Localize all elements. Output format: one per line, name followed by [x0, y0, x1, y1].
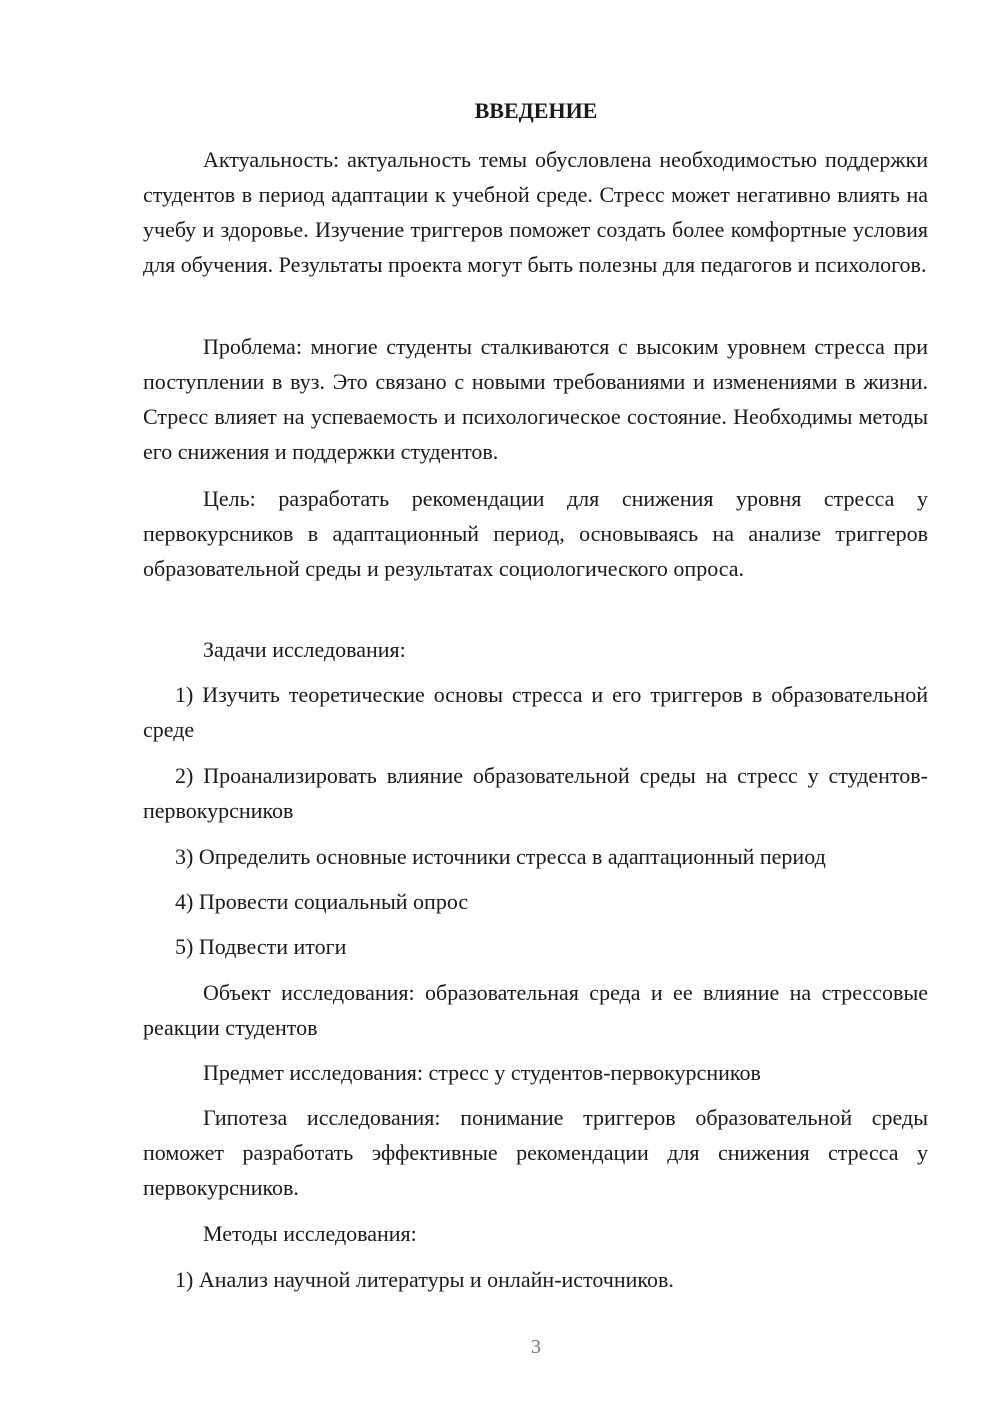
task-item-3: [143, 839, 928, 874]
paragraph-problem: [143, 329, 928, 469]
task-item-5: [143, 929, 928, 964]
paragraph-actuality: [143, 142, 928, 282]
list-item: 3) Определить основные источники стресса в адаптационный период: [175, 844, 826, 869]
section-title: ВВЕДЕНИЕ: [474, 98, 598, 123]
task-item-4: [143, 884, 928, 919]
heading-text: Задачи исследования:: [203, 637, 406, 662]
paragraph-text: Цель: разработать рекомендации для снижения уровня стресса у первокурсников в адаптационный период, основываясь на анализе триггеров образовательной среды и результатах социологического опроса.: [143, 486, 928, 581]
paragraph-text: Проблема: многие студенты сталкиваются с высоким уровнем стресса при поступлении в вуз. Это связано с новыми требованиями и изменениями в жизни. Стресс влияет на успеваемость и психологическое состояние. Необходимы методы его снижения и поддержки студентов.: [143, 334, 928, 464]
paragraph-goal: [143, 481, 928, 586]
list-item: 5) Подвести итоги: [175, 934, 347, 959]
paragraph-text: Объект исследования: образовательная среда и ее влияние на стрессовые реакции студентов: [143, 980, 928, 1040]
list-item: 1) Анализ научной литературы и онлайн-источников.: [175, 1267, 674, 1292]
paragraph-text: Актуальность: актуальность темы обусловлена необходимостью поддержки студентов в период адаптации к учебной среде. Стресс может негативно влиять на учебу и здоровье. Изучение триггеров поможет создать более комфортные условия для обучения. Результаты проекта могут быть полезны для педагогов и психологов.: [143, 147, 928, 277]
page-number: 3: [531, 1336, 541, 1358]
paragraph-object: [143, 975, 928, 1045]
task-item-1: [143, 677, 928, 747]
task-item-2: [143, 758, 928, 828]
paragraph-subject: [143, 1055, 928, 1090]
paragraph-text: Предмет исследования: стресс у студентов-первокурсников: [203, 1060, 761, 1085]
methods-heading: [143, 1216, 928, 1251]
list-item: 2) Проанализировать влияние образовательной среды на стресс у студентов-первокурсников: [143, 763, 928, 823]
method-item-1: [143, 1262, 928, 1297]
heading-text: Методы исследования:: [203, 1221, 417, 1246]
paragraph-text: Гипотеза исследования: понимание триггеров образовательной среды поможет разработать эффективные рекомендации для снижения стресса у первокурсников.: [143, 1105, 928, 1200]
paragraph-hypothesis: [143, 1100, 928, 1205]
list-item: 4) Провести социальный опрос: [175, 889, 469, 914]
list-item: 1) Изучить теоретические основы стресса и его триггеров в образовательной среде: [143, 682, 928, 742]
tasks-heading: [143, 632, 928, 667]
